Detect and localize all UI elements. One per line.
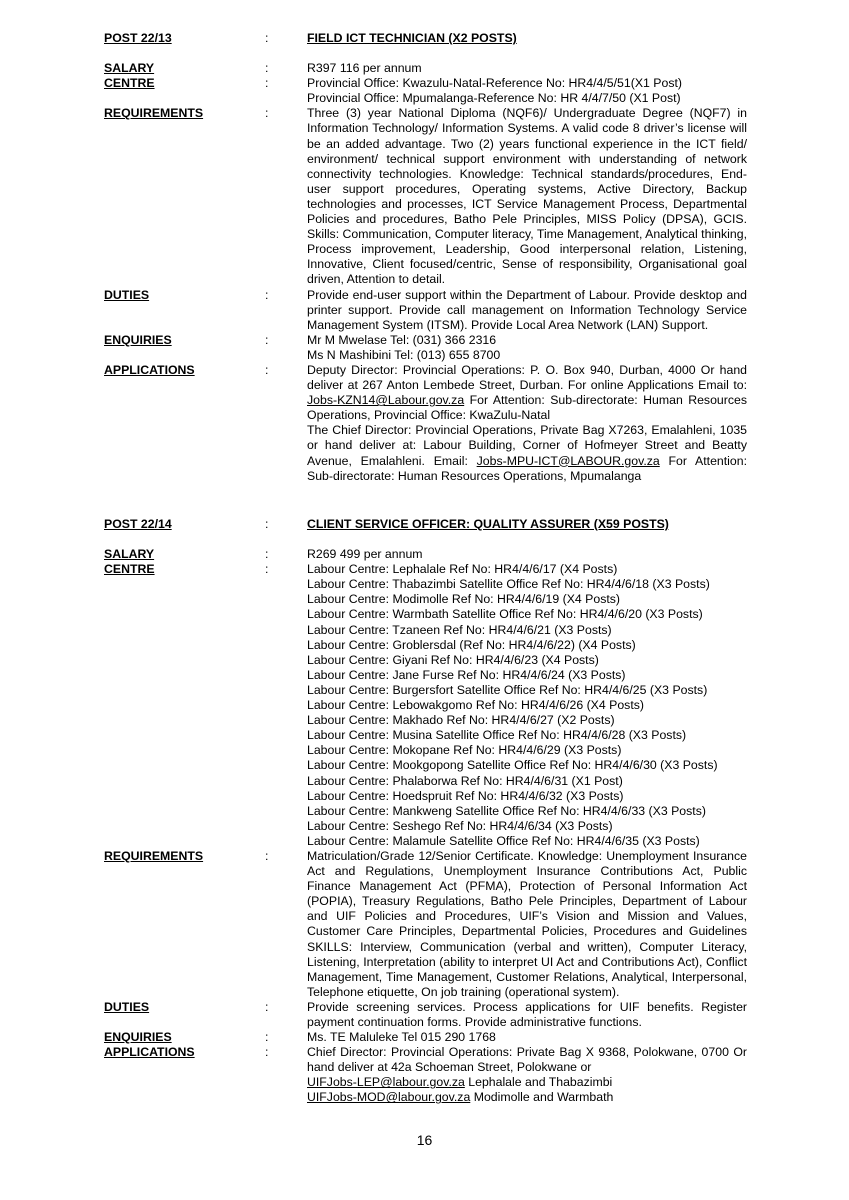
email-link-mpu[interactable]: Jobs-MPU-ICT@LABOUR.gov.za xyxy=(476,453,660,468)
centre-line: Labour Centre: Giyani Ref No: HR4/4/6/23 (X4 Posts) xyxy=(307,652,599,667)
email-link-mod[interactable]: UIFJobs-MOD@labour.gov.za xyxy=(307,1090,471,1105)
centre-line: Labour Centre: Makhado Ref No: HR4/4/6/27 (X2 Posts) xyxy=(307,713,615,728)
applications-text xyxy=(307,363,747,484)
requirements-row xyxy=(104,106,747,287)
centre-label: CENTRE xyxy=(104,562,155,577)
enquiries-row xyxy=(104,1030,747,1045)
colon: : xyxy=(265,1045,269,1060)
page-number: 16 xyxy=(416,1132,433,1148)
colon: : xyxy=(265,999,269,1014)
centre-line: Labour Centre: Mokopane Ref No: HR4/4/6/29 (X3 Posts) xyxy=(307,743,622,758)
colon: : xyxy=(265,362,269,377)
application-kzn: Deputy Director: Provincial Operations: P. O. Box 940, Durban, 4000 Or hand deliver at 267 Anton Lembede Street, Durban. For online Applications Email to: Jobs-KZN14@Labour.gov.za For Attention: Sub-directorate: Human Resources Operations, Provincial Office: KwaZulu-Natal xyxy=(307,362,747,423)
centre-line: Labour Centre: Malamule Satellite Office Ref No: HR4/4/6/35 (X3 Posts) xyxy=(307,833,700,848)
centre-line: Labour Centre: Lebowakgomo Ref No: HR4/4/6/26 (X4 Posts) xyxy=(307,698,644,713)
salary-value: R269 499 per annum xyxy=(307,547,423,562)
centre-line: Labour Centre: Tzaneen Ref No: HR4/4/6/21 (X3 Posts) xyxy=(307,622,612,637)
duties-row xyxy=(104,1000,747,1030)
requirements-text: Matriculation/Grade 12/Senior Certificate. Knowledge: Unemployment Insurance Act and Regulations, Unemployment Insurance Contributions Act, Public Finance Management Act (PFMA), Protection of Personal Information Act (POPIA), Treasury Regulations, Batho Pele Principles, Department of Labour and UIF Policies and Procedures, UIF’s Vision and Mission and Values, Customer Care Principles, Departmental Policies, Procedures and Guidelines SKILLS: Interview, Communication (verbal and written), Computer Literacy, Listening, Interpretation (ability to interpret UI Act and Contributions Act), Conflict Management, Time Management, Customer Relations, Analytical, Interpersonal, Telephone etiquette, On job training (operational system). xyxy=(307,848,747,999)
post-header xyxy=(104,517,747,532)
application-email-line: UIFJobs-LEP@labour.gov.za Lephalale and Thabazimbi xyxy=(307,1075,613,1090)
colon: : xyxy=(265,106,269,121)
application-mpu: The Chief Director: Provincial Operations, Private Bag X7263, Emalahleni, 1035 or hand deliver at: Labour Building, Corner of Hofmeyer Street and Beatty Avenue, Emalahleni. Email: Jobs-MPU-ICT@LABOUR.gov.za For Attention: Sub-directorate: Human Resources Operations, Mpumalanga xyxy=(307,423,747,483)
centre-line: Labour Centre: Thabazimbi Satellite Office Ref No: HR4/4/6/18 (X3 Posts) xyxy=(307,577,710,592)
duties-label: DUTIES xyxy=(104,999,150,1014)
centre-line: Provincial Office: Kwazulu-Natal-Reference No: HR4/4/5/51(X1 Post) xyxy=(307,76,682,91)
colon: : xyxy=(265,61,269,76)
post-number: POST 22/13 xyxy=(104,31,172,45)
colon: : xyxy=(265,76,269,91)
post-number: POST 22/14 xyxy=(104,517,172,531)
enquiries-row xyxy=(104,333,747,363)
post-22-14 xyxy=(104,517,747,1106)
applications-row xyxy=(104,1045,747,1105)
application-email-line: UIFJobs-MOD@labour.gov.za Modimolle and Warmbath xyxy=(307,1090,614,1105)
centre-list xyxy=(307,76,747,106)
enquiries-text: Ms. TE Maluleke Tel 015 290 1768 xyxy=(307,1030,496,1045)
colon: : xyxy=(265,848,269,863)
centre-line: Labour Centre: Mookgopong Satellite Office Ref No: HR4/4/6/30 (X3 Posts) xyxy=(307,758,718,773)
centre-line: Labour Centre: Warmbath Satellite Office Ref No: HR4/4/6/20 (X3 Posts) xyxy=(307,607,703,622)
duties-text: Provide end-user support within the Department of Labour. Provide desktop and printer support. Provide call management on Information Technology Service Management System (ITSM). Provide Local Area Network (LAN) Support. xyxy=(307,287,747,332)
email-link-lep[interactable]: UIFJobs-LEP@labour.gov.za xyxy=(307,1075,465,1090)
post-header xyxy=(104,31,747,46)
enquiry-line: Ms N Mashibini Tel: (013) 655 8700 xyxy=(307,347,501,362)
centre-list xyxy=(307,562,747,849)
centre-line: Provincial Office: Mpumalanga-Reference No: HR 4/4/7/50 (X1 Post) xyxy=(307,91,681,106)
centre-line: Labour Centre: Phalaborwa Ref No: HR4/4/6/31 (X1 Post) xyxy=(307,773,623,788)
colon: : xyxy=(265,517,269,531)
centre-line: Labour Centre: Burgersfort Satellite Office Ref No: HR4/4/6/25 (X3 Posts) xyxy=(307,682,708,697)
centre-line: Labour Centre: Musina Satellite Office Ref No: HR4/4/6/28 (X3 Posts) xyxy=(307,728,687,743)
email-link-kzn[interactable]: Jobs-KZN14@Labour.gov.za xyxy=(307,393,465,408)
colon: : xyxy=(265,547,269,562)
colon: : xyxy=(265,31,269,45)
colon: : xyxy=(265,1030,269,1045)
enquiries-label: ENQUIRIES xyxy=(104,1030,172,1045)
post-title: CLIENT SERVICE OFFICER: QUALITY ASSURER (X59 POSTS) xyxy=(307,517,669,531)
applications-label: APPLICATIONS xyxy=(104,1045,195,1060)
application-intro: Chief Director: Provincial Operations: Private Bag X 9368, Polokwane, 0700 Or hand deliver at 42a Schoeman Street, Polokwane or xyxy=(307,1045,747,1075)
duties-text: Provide screening services. Process applications for UIF benefits. Register payment continuation forms. Provide administrative functions. xyxy=(307,999,747,1029)
centre-line: Labour Centre: Seshego Ref No: HR4/4/6/34 (X3 Posts) xyxy=(307,818,613,833)
salary-value: R397 116 per annum xyxy=(307,61,422,76)
duties-label: DUTIES xyxy=(104,287,150,302)
post-title: FIELD ICT TECHNICIAN (X2 POSTS) xyxy=(307,31,517,45)
centre-row xyxy=(104,76,747,106)
centre-line: Labour Centre: Mankweng Satellite Office Ref No: HR4/4/6/33 (X3 Posts) xyxy=(307,803,706,818)
applications-text xyxy=(307,1045,747,1105)
salary-label: SALARY xyxy=(104,61,155,76)
centre-line: Labour Centre: Jane Furse Ref No: HR4/4/6/24 (X3 Posts) xyxy=(307,667,626,682)
colon: : xyxy=(265,562,269,577)
centre-line: Labour Centre: Modimolle Ref No: HR4/4/6/19 (X4 Posts) xyxy=(307,592,621,607)
enquiries-list xyxy=(307,333,747,363)
salary-row xyxy=(104,61,747,76)
applications-row xyxy=(104,363,747,484)
applications-label: APPLICATIONS xyxy=(104,362,195,377)
centre-label: CENTRE xyxy=(104,76,155,91)
requirements-label: REQUIREMENTS xyxy=(104,848,204,863)
centre-line: Labour Centre: Hoedspruit Ref No: HR4/4/6/32 (X3 Posts) xyxy=(307,788,624,803)
duties-row xyxy=(104,288,747,333)
centre-row xyxy=(104,562,747,849)
requirements-label: REQUIREMENTS xyxy=(104,106,204,121)
centre-line: Labour Centre: Lephalale Ref No: HR4/4/6/17 (X4 Posts) xyxy=(307,562,618,577)
colon: : xyxy=(265,287,269,302)
enquiry-line: Mr M Mwelase Tel: (031) 366 2316 xyxy=(307,332,497,347)
enquiries-label: ENQUIRIES xyxy=(104,332,172,347)
colon: : xyxy=(265,332,269,347)
salary-row xyxy=(104,547,747,562)
salary-label: SALARY xyxy=(104,547,155,562)
centre-line: Labour Centre: Groblersdal (Ref No: HR4/4/6/22) (X4 Posts) xyxy=(307,637,636,652)
requirements-row xyxy=(104,849,747,1000)
post-22-13 xyxy=(104,31,747,484)
requirements-text: Three (3) year National Diploma (NQF6)/ Undergraduate Degree (NQF7) in Information Technology/ Information Systems. A valid code 8 driver’s license will be an added advantage. Two (2) years functional experience in the ICT field/ environment/ technical support environment with understanding of network connectivity technologies. Knowledge: Technical standards/procedures, End-user support procedures, Operating systems, Active Directory, Backup technologies and processes, ICT Service Management Process, Departmental Policies and procedures, Batho Pele Principles, MISS Policy (DPSA), GCIS. Skills: Communication, Computer literacy, Time Management, Analytical thinking, Process improvement, Leadership, Good interpersonal relation, Listening, Innovative, Client focused/centric, Sense of responsibility, Organisational goal driven, Attention to detail. xyxy=(307,106,747,287)
